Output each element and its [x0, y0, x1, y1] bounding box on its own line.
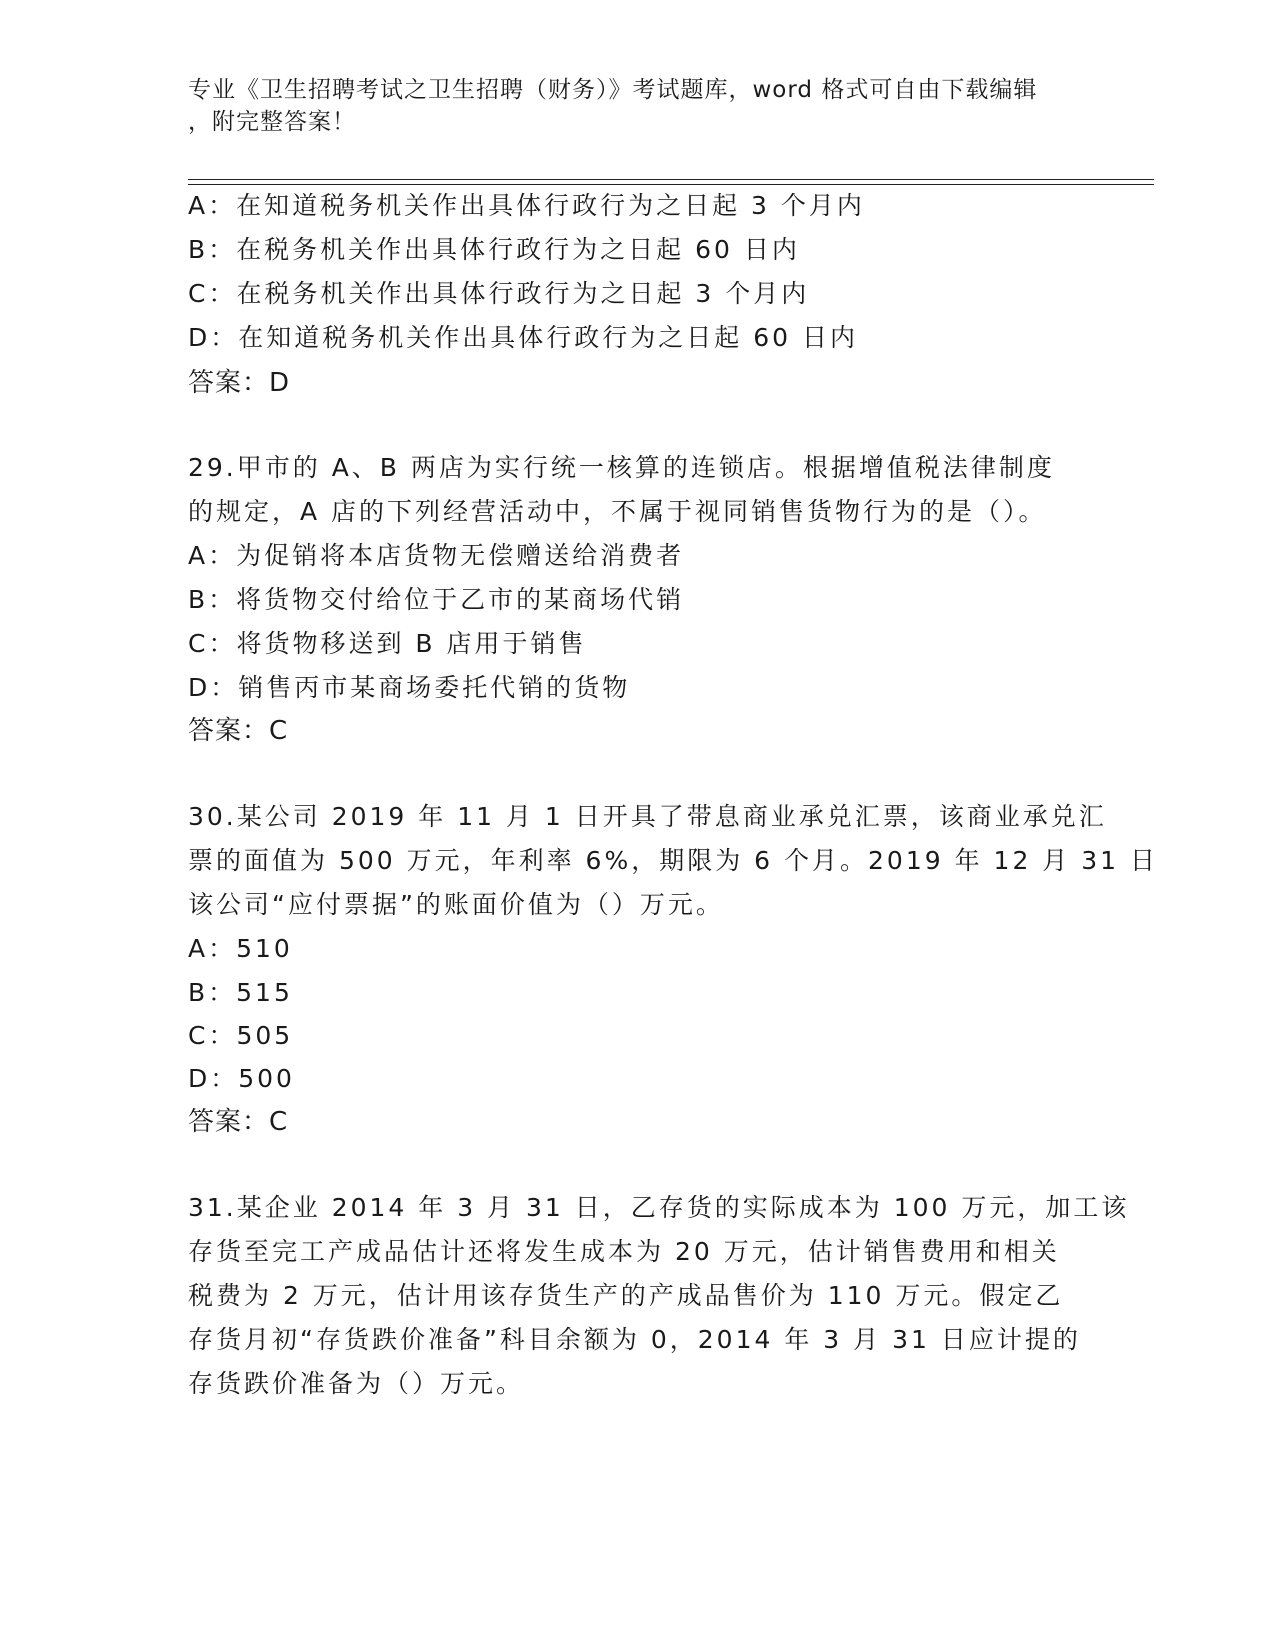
q30-stem-line-3: 该公司“应付票据”的账面价值为（）万元。 [188, 890, 724, 919]
q31-stem-line-5: 存货跌价准备为（）万元。 [188, 1369, 525, 1398]
q28-option-d: D：在知道税务机关作出具体行政行为之日起 60 日内 [188, 323, 858, 352]
q31-stem-line-2: 存货至完工产成品估计还将发生成本为 20 万元，估计销售费用和相关 [188, 1237, 1060, 1266]
q29-stem-line-1: 29.甲市的 A、B 两店为实行统一核算的连锁店。根据增值税法律制度 [188, 453, 1055, 482]
q29-option-a: A：为促销将本店货物无偿赠送给消费者 [188, 541, 685, 570]
q29-option-c: C：将货物移送到 B 店用于销售 [188, 629, 587, 658]
q31-stem-line-4: 存货月初“存货跌价准备”科目余额为 0，2014 年 3 月 31 日应计提的 [188, 1325, 1081, 1354]
q28-option-a: A：在知道税务机关作出具体行政行为之日起 3 个月内 [188, 191, 865, 220]
q28-option-c: C：在税务机关作出具体行政行为之日起 3 个月内 [188, 279, 810, 308]
header-title-line-1: 专业《卫生招聘考试之卫生招聘（财务）》考试题库，word 格式可自由下载编辑 [188, 77, 1038, 103]
header-divider-bottom [188, 184, 1154, 185]
q29-answer: 答案：C [188, 716, 289, 746]
q31-stem-line-1: 31.某企业 2014 年 3 月 31 日，乙存货的实际成本为 100 万元，加工该 [188, 1193, 1130, 1222]
q28-option-b: B：在税务机关作出具体行政行为之日起 60 日内 [188, 235, 800, 264]
document-header [188, 74, 1088, 138]
q30-option-d: D：500 [188, 1064, 295, 1093]
header-title-line-2: ，附完整答案！ [188, 109, 356, 135]
q29-option-b: B：将货物交付给位于乙市的某商场代销 [188, 585, 685, 614]
q28-answer: 答案：D [188, 368, 291, 398]
q29-option-d: D：销售丙市某商场委托代销的货物 [188, 673, 631, 702]
q30-option-b: B：515 [188, 978, 293, 1007]
q30-option-c: C：505 [188, 1021, 294, 1050]
q30-option-a: A：510 [188, 934, 293, 963]
q31-stem-line-3: 税费为 2 万元，估计用该存货生产的产成品售价为 110 万元。假定乙 [188, 1281, 1064, 1310]
q29-stem-line-2: 的规定，A 店的下列经营活动中，不属于视同销售货物行为的是（）。 [188, 497, 1047, 526]
q30-stem-line-1: 30.某公司 2019 年 11 月 1 日开具了带息商业承兑汇票，该商业承兑汇 [188, 802, 1107, 831]
q30-stem-line-2: 票的面值为 500 万元，年利率 6%，期限为 6 个月。2019 年 12 月 31 日 [188, 846, 1158, 875]
q30-answer: 答案：C [188, 1107, 289, 1137]
header-divider-top [188, 179, 1154, 180]
